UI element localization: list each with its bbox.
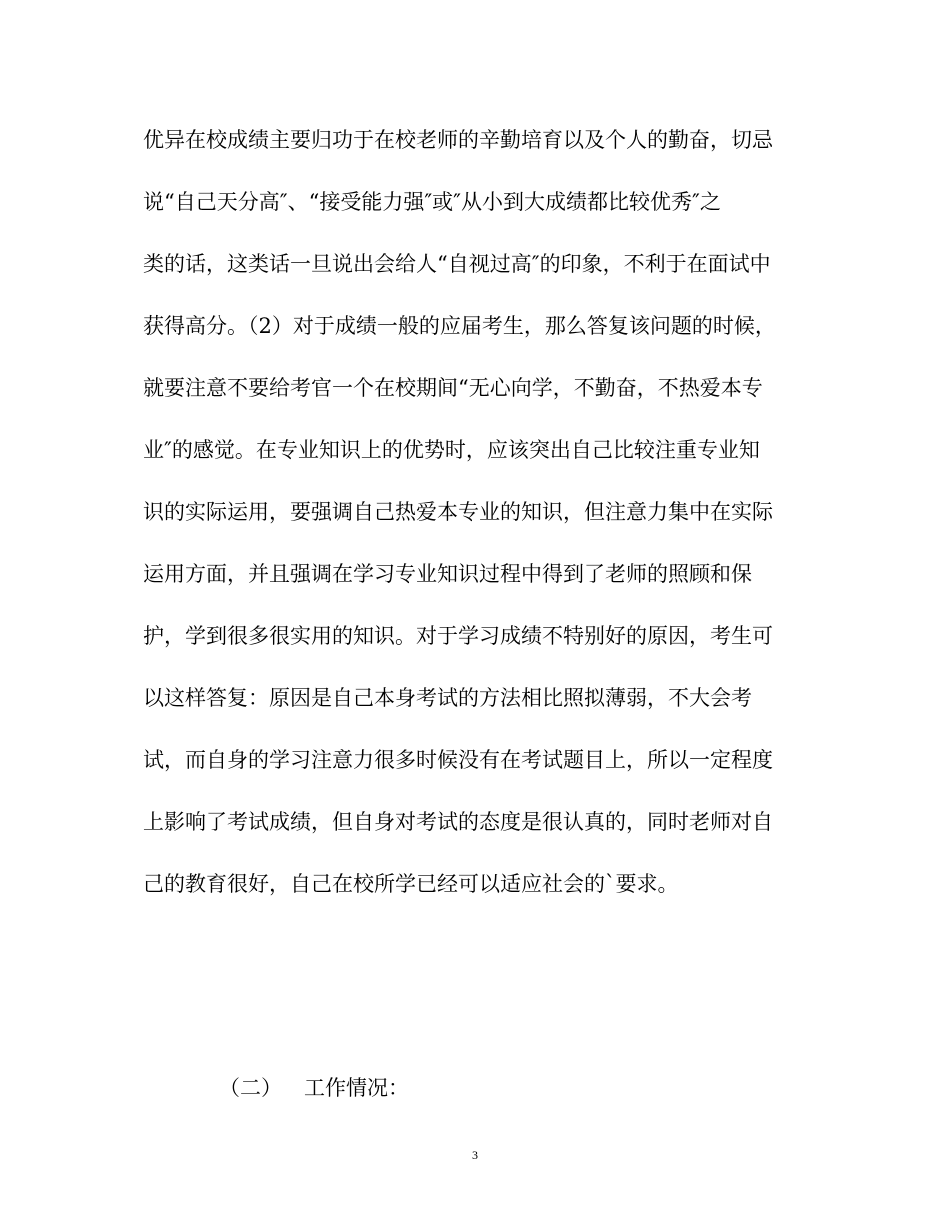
text-line: 以这样答复：原因是自己本身考试的方法相比照拟薄弱，不大会考 xyxy=(143,686,752,710)
page-number: 3 xyxy=(472,1148,478,1162)
section-heading xyxy=(219,1066,409,1110)
text-line: 上影响了考试成绩，但自身对考试的态度是很认真的，同时老师对自 xyxy=(143,810,773,834)
section-heading-number: （二） xyxy=(219,1076,282,1100)
text-line: 己的教育很好，自己在校所学已经可以适应社会的`要求。 xyxy=(143,872,679,896)
text-line: 业″的感觉。在专业知识上的优势时，应该突出自己比较注重专业知 xyxy=(143,438,760,462)
text-line: 获得高分。（2）对于成绩一般的应届考生，那么答复该问题的时候， xyxy=(143,314,776,338)
text-line: 优异在校成绩主要归功于在校老师的辛勤培育以及个人的勤奋，切忌 xyxy=(143,128,773,152)
text-line: 说“自己天分高″、“接受能力强″或″从小到大成绩都比较优秀″之 xyxy=(143,190,721,214)
text-line: 识的实际运用，要强调自己热爱本专业的知识，但注意力集中在实际 xyxy=(143,500,773,524)
text-line: 运用方面，并且强调在学习专业知识过程中得到了老师的照顾和保 xyxy=(143,562,752,586)
text-line: 试，而自身的学习注意力很多时候没有在考试题目上，所以一定程度 xyxy=(143,748,773,772)
text-line: 护，学到很多很实用的知识。对于学习成绩不特别好的原因，考生可 xyxy=(143,624,773,648)
text-line: 类的话，这类话一旦说出会给人“自视过高″的印象，不利于在面试中 xyxy=(143,252,771,276)
body-paragraph xyxy=(143,118,809,924)
section-heading-title: 工作情况： xyxy=(304,1076,409,1100)
text-line: 就要注意不要给考官一个在校期间“无心向学，不勤奋，不热爱本专 xyxy=(143,376,763,400)
